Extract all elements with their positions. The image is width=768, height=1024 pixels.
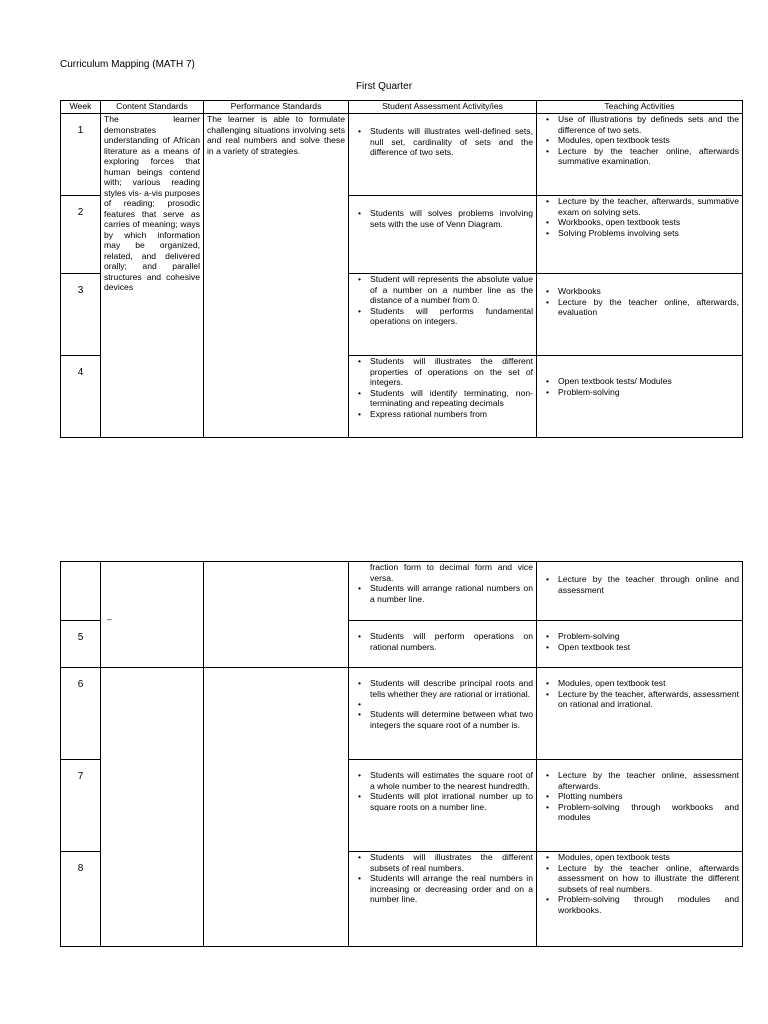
list-item: • Student will represents the absolute value of a number on a number line as the distance of a number from 0.	[370, 274, 533, 306]
assessment-cell	[349, 274, 537, 356]
teaching-cell	[537, 562, 743, 621]
assessment-cell	[349, 196, 537, 274]
teaching-cell	[537, 668, 743, 760]
list-item: • Plotting numbers	[558, 791, 739, 802]
list-item: • Use of illustrations by defineds sets and the difference of two sets.	[558, 114, 739, 135]
week-number: 3	[61, 274, 101, 356]
list-item: • Lecture by the teacher through online and assessment	[558, 574, 739, 595]
list-item: • Modules, open textbook tests	[558, 135, 739, 146]
table-row	[61, 114, 743, 196]
list-item: • Modules, open textbook test	[558, 678, 739, 689]
curriculum-table-page2	[60, 561, 743, 947]
list-item: • Problem-solving	[558, 387, 739, 398]
performance-standard-cell: The learner is able to formulate challenging situations involving sets and real numbers and solve these in a variety of strategies.	[204, 114, 349, 438]
list-item: • Open textbook tests/ Modules	[558, 376, 739, 387]
list-item: • Students will arrange the real numbers in increasing or decreasing order and on a number line.	[370, 873, 533, 905]
header-week: Week	[61, 101, 101, 114]
list-item: • Lecture by the teacher, afterwards, summative exam on solving sets.	[558, 196, 739, 217]
assessment-cell	[349, 562, 537, 621]
content-standard-cell	[101, 668, 204, 947]
content-standard-cell	[101, 562, 204, 668]
list-item: • Students will illustrates the different subsets of real numbers.	[370, 852, 533, 873]
week-number-empty	[61, 562, 101, 621]
list-item: • Students will estimates the square root of a whole number to the nearest hundredth.	[370, 770, 533, 791]
teaching-cell	[537, 196, 743, 274]
teaching-cell	[537, 852, 743, 947]
list-item: • Lecture by the teacher, afterwards, assessment on rational and irrational.	[558, 689, 739, 710]
list-item: • Students will perform operations on rational numbers.	[370, 631, 533, 652]
header-teaching: Teaching Activities	[537, 101, 743, 114]
assessment-cell	[349, 114, 537, 196]
curriculum-table-page1	[60, 100, 743, 438]
teaching-cell	[537, 356, 743, 438]
teaching-cell	[537, 621, 743, 668]
assessment-cell	[349, 668, 537, 760]
list-item: • Workbooks, open textbook tests	[558, 217, 739, 228]
list-item: • Students will illustrates the different properties of operations on the set of integers.	[370, 356, 533, 388]
list-item: • Lecture by the teacher online, afterwards summative examination.	[558, 146, 739, 167]
list-item: • Students will determine between what two integers the square root of a number is.	[370, 709, 533, 730]
list-item: • Problem-solving through workbooks and modules	[558, 802, 739, 823]
performance-standard-cell	[204, 562, 349, 668]
header-performance-standards: Performance Standards	[204, 101, 349, 114]
list-item: • Students will solves problems involving sets with the use of Venn Diagram.	[370, 208, 533, 229]
list-item: • Problem-solving	[558, 631, 739, 642]
table-row	[61, 668, 743, 760]
list-item: • Workbooks	[558, 286, 739, 297]
teaching-cell	[537, 760, 743, 852]
list-item: • Students will plot irrational number up to square roots on a number line.	[370, 791, 533, 812]
table-row	[61, 562, 743, 621]
week-number: 1	[61, 114, 101, 196]
week-number: 6	[61, 668, 101, 760]
assessment-cell	[349, 852, 537, 947]
list-item: • Lecture by the teacher online, afterwards assessment on how to illustrate the different subsets of real numbers.	[558, 863, 739, 895]
week-number: 4	[61, 356, 101, 438]
quarter-heading: First Quarter	[355, 81, 413, 92]
content-standard-cell: The learner demonstrates understanding of African literature as a means of exploring forces that human beings contend with; various reading styles vis- a-vis purposes of reading; prosodic features that serve as carries of meaning; ways by which information may be organized, related, and delivered orally; and parallel structures and cohesive devices	[101, 114, 204, 438]
list-item: • Solving Problems involving sets	[558, 228, 739, 239]
list-item: • Lecture by the teacher online, assessment afterwards.	[558, 770, 739, 791]
week-number: 5	[61, 621, 101, 668]
assessment-cell	[349, 621, 537, 668]
week-number: 7	[61, 760, 101, 852]
list-item: • Lecture by the teacher online, afterwards, evaluation	[558, 297, 739, 318]
dash-mark: –	[107, 614, 112, 624]
list-item: • Students will describe principal roots and tells whether they are rational or irrational.	[370, 678, 533, 699]
header-assessment: Student Assessment Activity/ies	[349, 101, 537, 114]
list-item: • Modules, open textbook tests	[558, 852, 739, 863]
list-item: • Express rational numbers from	[370, 409, 533, 420]
continued-text: fraction form to decimal form and vice versa.	[370, 562, 533, 583]
performance-standard-cell	[204, 668, 349, 947]
list-item: • Problem-solving through modules and workbooks.	[558, 894, 739, 915]
list-item: • Students will performs fundamental operations on integers.	[370, 306, 533, 327]
assessment-cell	[349, 356, 537, 438]
teaching-cell	[537, 114, 743, 196]
week-number: 8	[61, 852, 101, 947]
list-item: • Students will illustrates well-defined sets, null set, cardinality of sets and the difference of two sets.	[370, 126, 533, 158]
list-item: • Students will identify terminating, non-terminating and repeating decimals	[370, 388, 533, 409]
document-title: Curriculum Mapping (MATH 7)	[60, 59, 195, 70]
teaching-cell	[537, 274, 743, 356]
list-item: • Students will arrange rational numbers on a number line.	[370, 583, 533, 604]
week-number: 2	[61, 196, 101, 274]
header-content-standards: Content Standards	[101, 101, 204, 114]
assessment-cell	[349, 760, 537, 852]
list-item: • Open textbook test	[558, 642, 739, 653]
